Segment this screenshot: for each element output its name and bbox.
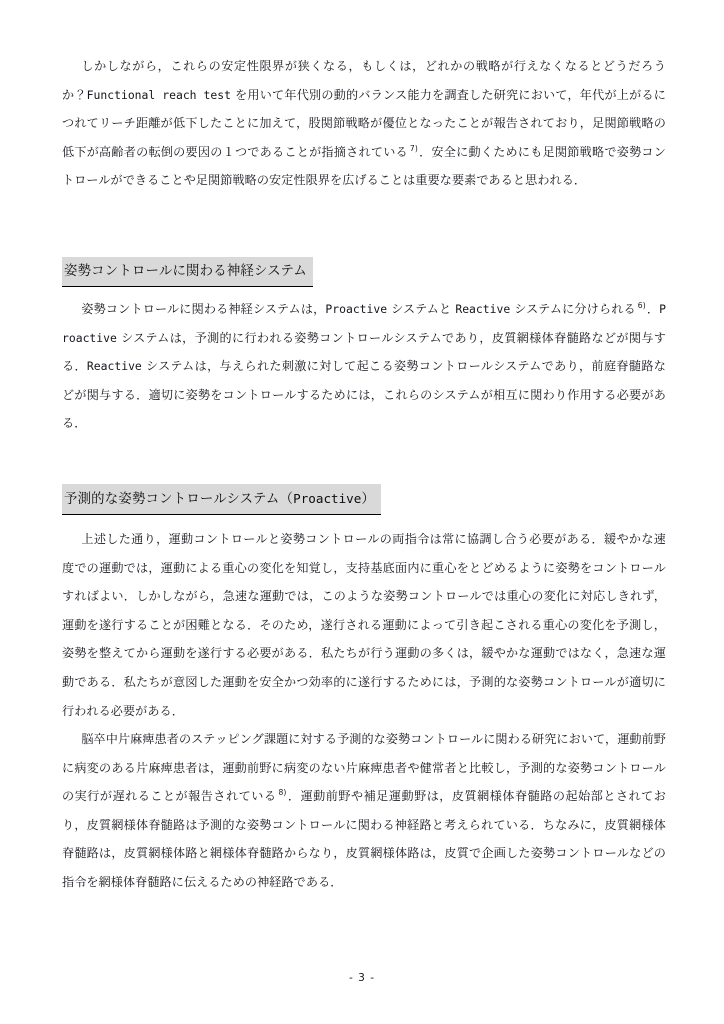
paragraph-2 [62, 295, 666, 438]
text-run: 上述した通り，運動コントロールと姿勢コントロールの両指令は常に協調し合う必要がある．緩やかな速度での運動では，運動による重心の変化を知覚し，支持基底面内に重心をとどめるように姿勢をコントロールすればよい．しかしながら，急速な運動では，このような姿勢コントロールでは重心の変化に対応しきれず，運動を遂行することが困難となる．そのため，遂行される運動によって引き起こされる重心の変化を予測し，姿勢を整えてから運動を遂行する必要がある．私たちが行う運動の多くは，緩やかな運動ではなく，急速な運動である．私たちが意図した運動を安全かつ効率的に遂行するためには，予測的な姿勢コントロールが適切に行われる必要がある． [62, 531, 666, 718]
spacer-before-heading-2 [62, 438, 666, 484]
spacer-before-heading-1 [62, 195, 666, 257]
paragraph-3 [62, 525, 666, 725]
text-run: しかしながら，これらの安定性限界が狭くなる，もしくは，どれかの戦略が行えなくなるとどうだろうか？ [62, 59, 666, 102]
text-run: ．運動前野や補足運動野は，皮質網様体脊髄路の起始部とされており，皮質網様体脊髄路は予測的な姿勢コントロールに関わる神経路と考えられている．ちなみに，皮質網様体脊髄路は，皮質網様体路と網様体脊髄路からなり，皮質網様体路は，皮質で企画した姿勢コントロールなどの指令を網様体脊髄路に伝えるための神経路である． [62, 789, 666, 890]
latin-term: Functional reach test [86, 87, 231, 102]
reference-marker: 6) [637, 300, 646, 310]
text-run: ．安全に動くためにも足関節戦略で姿勢コントロールができることや足関節戦略の安定性限界を広げることは重要な要素であると思われる． [62, 144, 666, 188]
latin-term: Reactive [86, 359, 142, 374]
paragraph-4 [62, 725, 666, 897]
text-run: 姿勢コントロールに関わる神経システムは， [81, 301, 326, 316]
section-heading-1-label: 姿勢コントロールに関わる神経システム [64, 263, 308, 279]
latin-term: Proactive [62, 301, 666, 345]
section-heading-2-label-tail: ） [361, 491, 375, 507]
text-run: システムと [387, 301, 456, 316]
section-heading-1 [62, 257, 313, 287]
latin-term: Proactive [325, 301, 388, 316]
text-run: システムは，与えられた刺激に対して起こる姿勢コントロールシステムであり，前庭脊髄路などが関与する．適切に姿勢をコントロールするためには，これらのシステムが相互に関わり作用する必要がある． [62, 359, 666, 431]
text-run: システムは，予測的に行われる姿勢コントロールシステムであり，皮質網様体脊髄路などが関与する． [62, 330, 666, 374]
spacer-after-heading-1 [62, 287, 666, 295]
latin-term: Reactive [455, 301, 511, 316]
section-heading-2-label-ja: 予測的な姿勢コントロールシステム（ [64, 491, 294, 507]
text-run: ． [646, 301, 660, 316]
section-heading-2-wrap [62, 484, 666, 515]
page-content [62, 52, 666, 897]
spacer-after-heading-2 [62, 515, 666, 525]
text-run: 脳卒中片麻痺患者のステッピング課題に対する予測的な姿勢コントロールに関わる研究において，運動前野に病変のある片麻痺患者は，運動前野に病変のない片麻痺患者や健常者と比較し，予測的な姿勢コントロールの実行が遅れることが報告されている [62, 732, 666, 804]
text-run: システムに分けられる [510, 301, 636, 316]
section-heading-1-wrap [62, 257, 666, 287]
reference-marker: 8) [278, 788, 287, 798]
text-run: を用いて年代別の動的バランス能力を調査した研究において，年代が上がるにつれてリーチ距離が低下したことに加えて，股関節戦略が優位となったことが報告されており，足関節戦略の低下が高齢者の転倒の要因の１つであることが指摘されている [62, 87, 666, 159]
paragraph-1 [62, 52, 666, 195]
section-heading-2-label-latin: Proactive [293, 490, 362, 506]
section-heading-2 [62, 484, 381, 515]
reference-marker: 7) [409, 143, 418, 153]
page-number: - 3 - [348, 972, 376, 984]
page-footer [0, 972, 724, 984]
